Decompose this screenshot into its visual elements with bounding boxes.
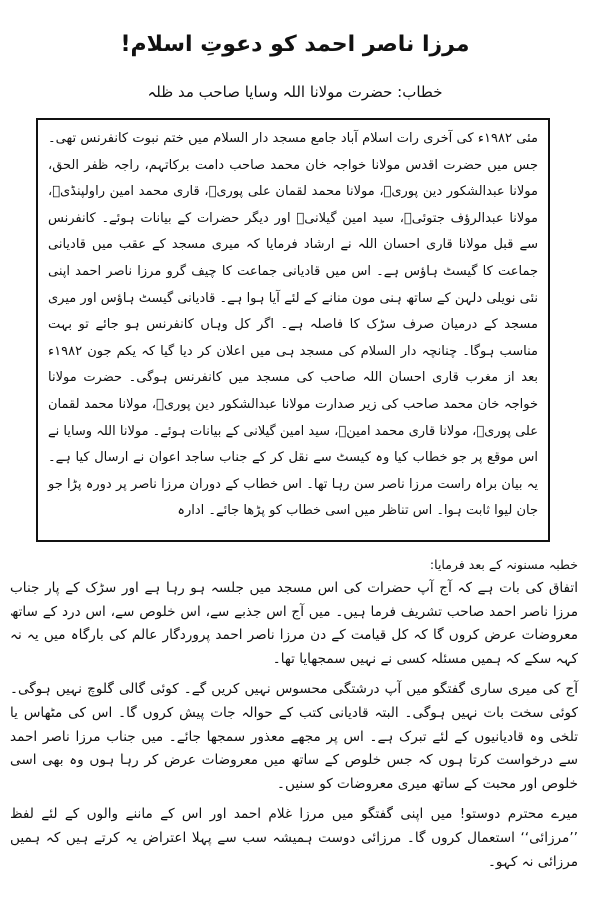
article-body <box>10 553 578 874</box>
opening-line: خطبہ مسنونہ کے بعد فرمایا: <box>429 557 578 572</box>
paragraph-3: میرے محترم دوستو! میں اپنی گفتگو میں مرزا غلام احمد اور اس کے ماننے والوں کے لئے لفظ ’’مرزائی‘‘ استعمال کروں گا۔ مرزائی دوست ہمیشہ سب سے پہلا اعتراض یہ کرتے ہیں کہ ہمیں مرزائی نہ کہو۔ <box>10 805 578 870</box>
paragraph-2: آج کی میری ساری گفتگو میں آپ درشتگی محسوس نہیں کریں گے۔ کوئی گالی گلوچ نہیں ہوگی۔ کوئی سخت بات نہیں ہوگی۔ البتہ قادیانی کتب کے حوالہ جات پیش کروں گا۔ اس کی مٹھاس یا تلخی وہ قادیانیوں کے لئے تبرک ہے۔ اس پر مجھے معذور سمجھا جائے۔ میں جناب مرزا ناصر احمد سے درخواست کرتا ہوں کہ جس خلوص کے ساتھ میں معروضات عرض کر رہا ہوں وہ بھی اسی خلوص اور محبت کے ساتھ میری معروضات کو سنیں۔ <box>10 680 578 793</box>
intro-text: مئی ۱۹۸۲ء کی آخری رات اسلام آباد جامع مسجد دار السلام میں ختم نبوت کانفرنس تھی۔ جس میں حضرت اقدس مولانا خواجہ خان محمد صاحب دامت برکاتہم، راجہ ظفر الحق، مولانا عبدالشکور دین پوریؒ، مولانا محمد لقمان علی پوریؒ، قاری محمد امین راولپنڈیؒ، مولانا عبدالرؤف جتوئیؒ، سید امین گیلانیؒ اور دیگر حضرات کے بیانات ہوئے۔ کانفرنس سے قبل مولانا قاری احسان اللہ نے ارشاد فرمایا کہ میری مسجد کے عقب میں قادیانی جماعت کا گیسٹ ہاؤس ہے۔ اس میں قادیانی جماعت کا چیف گرو مرزا ناصر احمد اپنی نئی نویلی دلہن کے ساتھ ہنی مون منانے کے لئے آیا ہوا ہے۔ قادیانی گیسٹ ہاؤس اور میری مسجد کے درمیان صرف سڑک کا فاصلہ ہے۔ اگر کل وہاں کانفرنس ہو جائے تو بہت مناسب ہوگا۔ چنانچہ دار السلام کی مسجد ہی میں اعلان کر دیا گیا کہ یکم جون ۱۹۸۲ء بعد از مغرب قاری احسان اللہ صاحب کی مسجد میں کانفرنس ہوگی۔ حضرت مولانا خواجہ خان محمد صاحب کی زیر صدارت مولانا عبدالشکور دین پوریؒ، مولانا محمد لقمان علی پوریؒ، مولانا قاری محمد امینؒ، سید امین گیلانی کے بیانات ہوئے۔ مولانا اللہ وسایا نے اس موقع پر جو خطاب کیا وہ کیسٹ سے نقل کر کے جناب ساجد اعوان نے ارسال کیا ہے۔ یہ بیان براہ راست مرزا ناصر سن رہا تھا۔ اس خطاب کے دوران مرزا ناصر پر دورہ پڑا جو جان لیوا ثابت ہوا۔ اس تناظر میں اسی خطاب کو پڑھا جائے۔ ادارہ <box>48 131 538 519</box>
paragraph-1: اتفاق کی بات ہے کہ آج آپ حضرات کی اس مسجد میں جلسہ ہو رہا ہے اور سڑک کے پار جناب مرزا ناصر احمد صاحب تشریف فرما ہیں۔ میں آج اس جذبے سے، اس خلوص سے، اس درد کے ساتھ معروضات عرض کروں گا کہ کل قیامت کے دن مرزا ناصر احمد پروردگار عالم کی بارگاہ میں یہ نہ کہہ سکے کہ ہمیں مسئلہ کسی نے نہیں سمجھایا تھا۔ <box>10 579 578 668</box>
byline: خطاب: حضرت مولانا اللہ وسایا صاحب مد ظلہ <box>147 83 443 101</box>
intro-box <box>36 118 550 542</box>
page-title: مرزا ناصر احمد کو دعوتِ اسلام! <box>120 32 470 57</box>
